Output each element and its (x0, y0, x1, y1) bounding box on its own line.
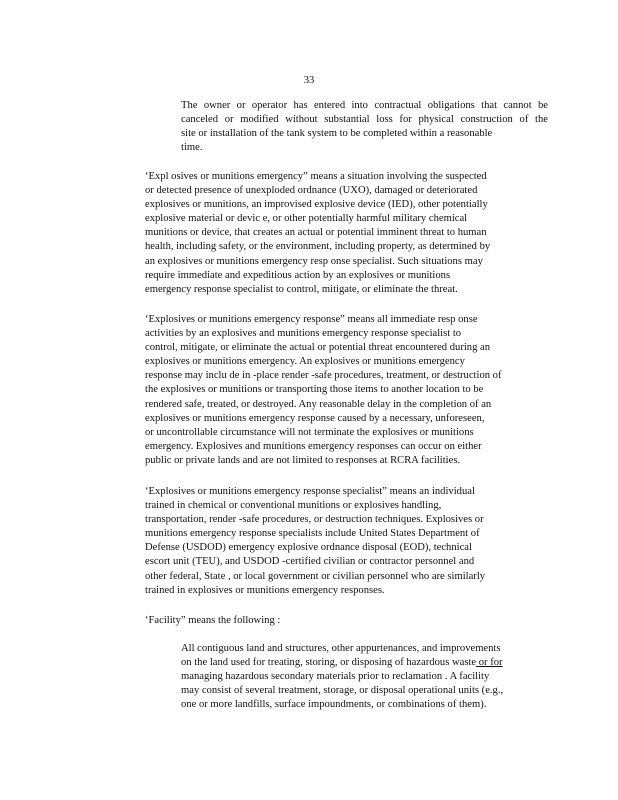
definition-facility-heading (145, 614, 445, 628)
definition-response-specialist (145, 485, 535, 598)
definition-emergency-response (145, 313, 545, 468)
text-line: health, including safety, or the environment, including property, as determined by (145, 241, 491, 253)
text-line: ‘Explosives or munitions emergency response” means all immediate resp onse (145, 314, 478, 325)
text-line: transportation, render -safe procedures, or destruction techniques. Explosives or (145, 514, 484, 526)
text-line: explosive material or devic e, or other potentially harmful military chemical (145, 213, 468, 225)
facility-paragraph (181, 642, 541, 712)
text-line: All contiguous land and structures, other appurtenances, and improvements (181, 643, 501, 654)
text-line: managing hazardous secondary materials prior to reclamation . A facility (181, 671, 490, 683)
text-line: one or more landfills, surface impoundments, or combinations of them). (181, 699, 487, 711)
text-line: activities by an explosives and munitions emergency response specialist to (145, 328, 462, 340)
text-line: escort unit (TEU), and USDOD -certified civilian or contractor personnel and (145, 556, 475, 568)
text-line: emergency. Explosives and munitions emergency responses can occur on either (145, 440, 482, 452)
text-line: The owner or operator has entered into contractual obligations that cannot be (181, 100, 548, 111)
text-line: the explosives or munitions or transporting those items to another location to be (145, 384, 484, 396)
definition-emergency (145, 170, 540, 297)
text-line: ‘Facility” means the following : (145, 615, 281, 626)
text-line: public or private lands and are not limited to responses at RCRA facilities. (145, 454, 461, 466)
text-line: require immediate and expeditious action by an explosives or munitions (145, 269, 451, 281)
text-line: ‘Explosives or munitions emergency response specialist” means an individual (145, 486, 475, 497)
text-line: munitions emergency response specialists include United States Department of (145, 528, 480, 540)
text-line: time. (181, 142, 203, 154)
underlined-insertion: or for (476, 657, 503, 669)
text-line: ‘Expl osives or munitions emergency” means a situation involving the suspected (145, 171, 487, 182)
text-line: explosives or munitions emergency response caused by a necessary, unforeseen, (145, 412, 485, 424)
text-line: or detected presence of unexploded ordnance (UXO), damaged or deteriorated (145, 185, 478, 197)
text-line: or uncontrollable circumstance will not terminate the explosives or munitions (145, 426, 474, 438)
text-line: site or installation of the tank system to be completed within a reasonable (181, 128, 493, 140)
text-line: rendered safe, treated, or destroyed. Any reasonable delay in the completion of an (145, 398, 492, 410)
text-line: may consist of several treatment, storage, or disposal operational units (e.g., (181, 685, 504, 697)
intro-paragraph (181, 99, 548, 155)
text-line: emergency response specialist to control, mitigate, or eliminate the threat. (145, 283, 458, 295)
text-line (181, 656, 541, 670)
text-line: Defense (USDOD) emergency explosive ordnance disposal (EOD), technical (145, 542, 472, 554)
text-line: control, mitigate, or eliminate the actual or potential threat encountered during an (145, 342, 491, 354)
page-number: 33 (303, 75, 315, 86)
text-line: an explosives or munitions emergency resp onse specialist. Such situations may (145, 255, 483, 267)
text-line: trained in chemical or conventional munitions or explosives handling, (145, 500, 442, 512)
text-line: canceled or modified without substantial loss for physical construction of the (181, 114, 548, 126)
text-segment: on the land used for treating, storing, or disposing of hazardous waste (181, 657, 477, 669)
text-line: explosives or munitions, an improvised explosive device (IED), other potentially (145, 199, 488, 211)
text-line: response may inclu de in -place render -safe procedures, treatment, or destruction of (145, 370, 502, 382)
text-line: explosives or munitions emergency. An explosives or munitions emergency (145, 356, 465, 368)
text-line: other federal, State , or local government or civilian personnel who are similarly (145, 570, 486, 582)
text-line: munitions or device, that creates an actual or potential imminent threat to human (145, 227, 487, 239)
text-line: trained in explosives or munitions emergency responses. (145, 584, 385, 596)
